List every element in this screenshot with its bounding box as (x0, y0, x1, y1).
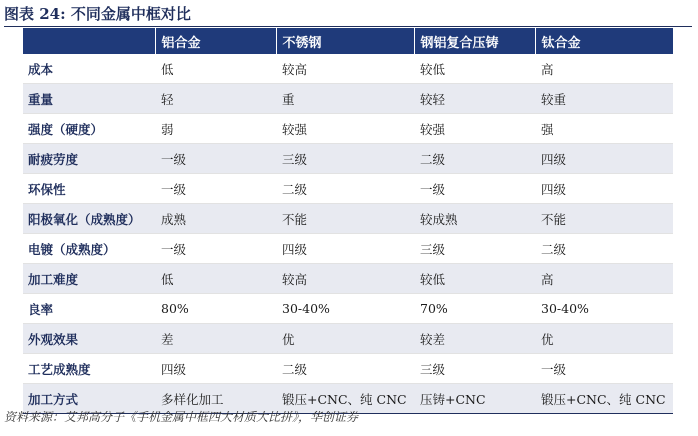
row-header-cell: 外观效果 (23, 324, 155, 354)
table-cell: 较低 (414, 54, 535, 84)
table-cell: 二级 (414, 144, 535, 174)
table-cell: 不能 (535, 204, 673, 234)
table-cell: 30-40% (535, 294, 673, 324)
table-cell: 多样化加工 (155, 384, 276, 414)
table-cell: 较高 (276, 264, 414, 294)
table-row (23, 234, 673, 264)
table-cell: 优 (276, 324, 414, 354)
table-row (23, 54, 673, 84)
table-row (23, 204, 673, 234)
table-cell: 较差 (414, 324, 535, 354)
table-cell: 成熟 (155, 204, 276, 234)
table-cell: 较强 (414, 114, 535, 144)
source-note: 资料来源：艾邦高分子《手机金属中框四大材质大比拼》，华创证券 (4, 410, 359, 424)
table-cell: 锻压+CNC、纯 CNC (535, 384, 673, 414)
table-cell: 二级 (276, 174, 414, 204)
row-header-cell: 加工难度 (23, 264, 155, 294)
table-row (23, 294, 673, 324)
table-cell: 低 (155, 264, 276, 294)
table-body (23, 54, 673, 414)
row-header-cell: 重量 (23, 84, 155, 114)
table-cell: 一级 (155, 234, 276, 264)
table-cell: 较高 (276, 54, 414, 84)
table-cell: 30-40% (276, 294, 414, 324)
header-cell-aluminum: 铝合金 (155, 28, 276, 54)
table-cell: 较轻 (414, 84, 535, 114)
table-cell: 弱 (155, 114, 276, 144)
table-cell: 一级 (535, 354, 673, 384)
table-cell: 二级 (276, 354, 414, 384)
table-cell: 较成熟 (414, 204, 535, 234)
table-row (23, 324, 673, 354)
figure-title: 图表 24: 不同金属中框对比 (4, 5, 191, 23)
row-header-cell: 工艺成熟度 (23, 354, 155, 384)
table-row (23, 84, 673, 114)
table-cell: 80% (155, 294, 276, 324)
row-header-cell: 良率 (23, 294, 155, 324)
table-cell: 差 (155, 324, 276, 354)
table-cell: 不能 (276, 204, 414, 234)
table-header-row (23, 28, 673, 54)
table-cell: 重 (276, 84, 414, 114)
table-cell: 轻 (155, 84, 276, 114)
table-cell: 四级 (155, 354, 276, 384)
table-row (23, 264, 673, 294)
table-cell: 较低 (414, 264, 535, 294)
header-cell-corner (23, 28, 155, 54)
table-row (23, 144, 673, 174)
table-cell: 较强 (276, 114, 414, 144)
table-row (23, 114, 673, 144)
table-cell: 四级 (535, 144, 673, 174)
table-cell: 三级 (276, 144, 414, 174)
row-header-cell: 强度（硬度） (23, 114, 155, 144)
comparison-table (23, 28, 673, 414)
table-cell: 四级 (535, 174, 673, 204)
table-cell: 三级 (414, 234, 535, 264)
row-header-cell: 耐疲劳度 (23, 144, 155, 174)
table-cell: 高 (535, 264, 673, 294)
table-cell: 高 (535, 54, 673, 84)
table-cell: 70% (414, 294, 535, 324)
row-header-cell: 成本 (23, 54, 155, 84)
table-cell: 四级 (276, 234, 414, 264)
table-row (23, 174, 673, 204)
table-cell: 较重 (535, 84, 673, 114)
row-header-cell: 电镀（成熟度） (23, 234, 155, 264)
table-row (23, 354, 673, 384)
table-cell: 强 (535, 114, 673, 144)
title-rule (4, 26, 692, 27)
row-header-cell: 加工方式 (23, 384, 155, 414)
table-cell: 锻压+CNC、纯 CNC (276, 384, 414, 414)
header-cell-titanium: 钛合金 (535, 28, 673, 54)
table-cell: 一级 (155, 144, 276, 174)
table-cell: 低 (155, 54, 276, 84)
table-cell: 一级 (414, 174, 535, 204)
header-cell-steel-aluminum-composite: 钢铝复合压铸 (414, 28, 535, 54)
table-cell: 优 (535, 324, 673, 354)
table-cell: 压铸+CNC (414, 384, 535, 414)
table-cell: 二级 (535, 234, 673, 264)
row-header-cell: 环保性 (23, 174, 155, 204)
table-cell: 一级 (155, 174, 276, 204)
header-cell-stainless-steel: 不锈钢 (276, 28, 414, 54)
row-header-cell: 阳极氧化（成熟度） (23, 204, 155, 234)
table-cell: 三级 (414, 354, 535, 384)
